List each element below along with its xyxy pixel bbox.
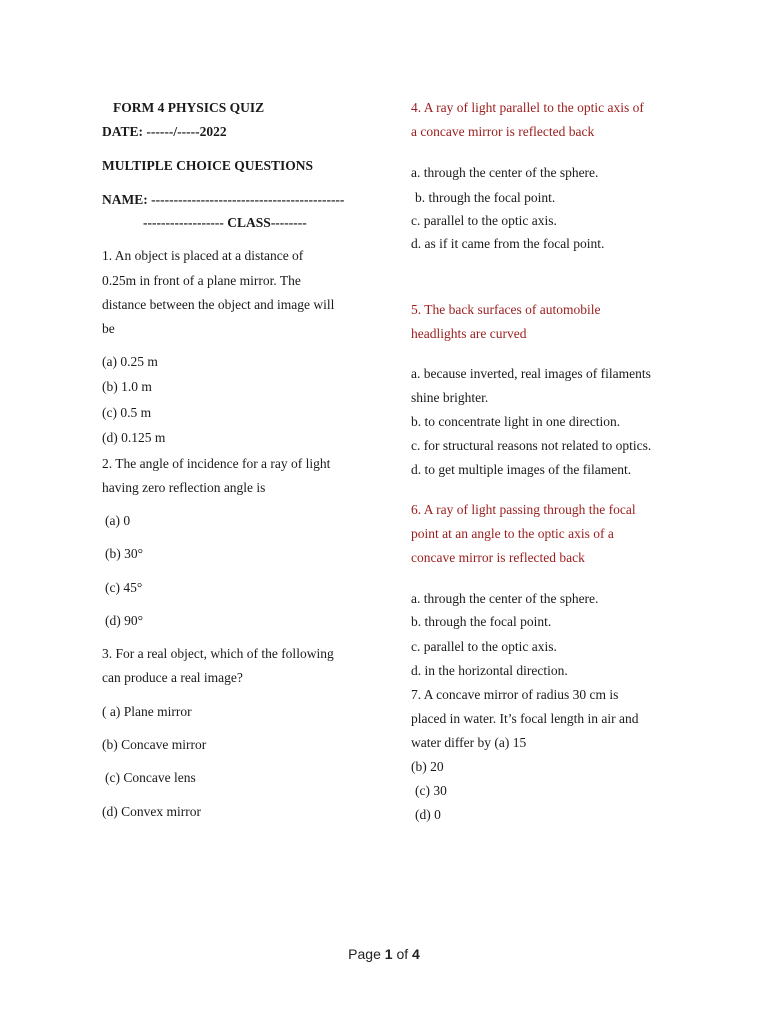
q2-option-b: (b) 30°: [105, 546, 144, 561]
q6-option-b: b. through the focal point.: [411, 614, 552, 629]
q2-text-line: having zero reflection angle is: [102, 480, 266, 495]
q6-option-d: d. in the horizontal direction.: [411, 663, 568, 678]
q4-option-a: a. through the center of the sphere.: [411, 165, 599, 180]
q4-option-c: c. parallel to the optic axis.: [411, 213, 557, 228]
q5-option-c: c. for structural reasons not related to optics.: [411, 438, 652, 453]
q4-option-b: b. through the focal point.: [415, 190, 556, 205]
q6-text-line: concave mirror is reflected back: [411, 550, 585, 565]
q3-option-a: ( a) Plane mirror: [102, 704, 192, 719]
q4-option-d: d. as if it came from the focal point.: [411, 236, 605, 251]
q5-option-b: b. to concentrate light in one direction.: [411, 414, 621, 429]
q1-text-line: be: [102, 321, 115, 336]
section-heading: MULTIPLE CHOICE QUESTIONS: [102, 158, 314, 173]
q7-text-line: water differ by (a) 15: [411, 735, 527, 750]
q7-option-c: (c) 30: [415, 783, 447, 798]
q5-option-d: d. to get multiple images of the filament.: [411, 462, 632, 477]
q1-text-line: 1. An object is placed at a distance of: [102, 248, 304, 263]
q1-text-line: 0.25m in front of a plane mirror. The: [102, 273, 301, 288]
quiz-title: FORM 4 PHYSICS QUIZ: [113, 100, 265, 115]
q2-option-d: (d) 90°: [105, 613, 144, 628]
q5-text-line: headlights are curved: [411, 326, 527, 341]
class-line: ------------------ CLASS--------: [143, 215, 307, 230]
q2-option-c: (c) 45°: [105, 580, 143, 595]
q3-text-line: can produce a real image?: [102, 670, 243, 685]
q2-option-a: (a) 0: [105, 513, 131, 528]
q7-option-d: (d) 0: [415, 807, 441, 822]
page-indicator: [0, 946, 768, 962]
q7-text-line: placed in water. It’s focal length in air and: [411, 711, 639, 726]
page-word: Page: [348, 946, 381, 962]
q6-option-a: a. through the center of the sphere.: [411, 591, 599, 606]
q6-text-line: 6. A ray of light passing through the focal: [411, 502, 636, 517]
q6-text-line: point at an angle to the optic axis of a: [411, 526, 614, 541]
q5-option-a-cont: shine brighter.: [411, 390, 489, 405]
q3-text-line: 3. For a real object, which of the following: [102, 646, 334, 661]
q3-option-b: (b) Concave mirror: [102, 737, 207, 752]
q1-option-b: (b) 1.0 m: [102, 379, 152, 394]
q6-option-c: c. parallel to the optic axis.: [411, 639, 557, 654]
q3-option-c: (c) Concave lens: [105, 770, 196, 785]
q7-text-line: 7. A concave mirror of radius 30 cm is: [411, 687, 619, 702]
name-line: NAME: -------------------------------------------: [102, 192, 345, 207]
q1-option-d: (d) 0.125 m: [102, 430, 166, 445]
q5-text-line: 5. The back surfaces of automobile: [411, 302, 601, 317]
date-line: DATE: ------/-----2022: [102, 124, 227, 139]
q1-option-c: (c) 0.5 m: [102, 405, 152, 420]
q7-option-b: (b) 20: [411, 759, 444, 774]
q2-text-line: 2. The angle of incidence for a ray of light: [102, 456, 331, 471]
q1-option-a: (a) 0.25 m: [102, 354, 158, 369]
q3-option-d: (d) Convex mirror: [102, 804, 201, 819]
q4-text-line: a concave mirror is reflected back: [411, 124, 595, 139]
q4-text-line: 4. A ray of light parallel to the optic axis of: [411, 100, 644, 115]
q1-text-line: distance between the object and image will: [102, 297, 335, 312]
current-page-number: 1: [384, 946, 393, 962]
of-word: of: [396, 946, 409, 962]
q5-option-a: a. because inverted, real images of filaments: [411, 366, 651, 381]
total-page-count: 4: [412, 946, 420, 962]
